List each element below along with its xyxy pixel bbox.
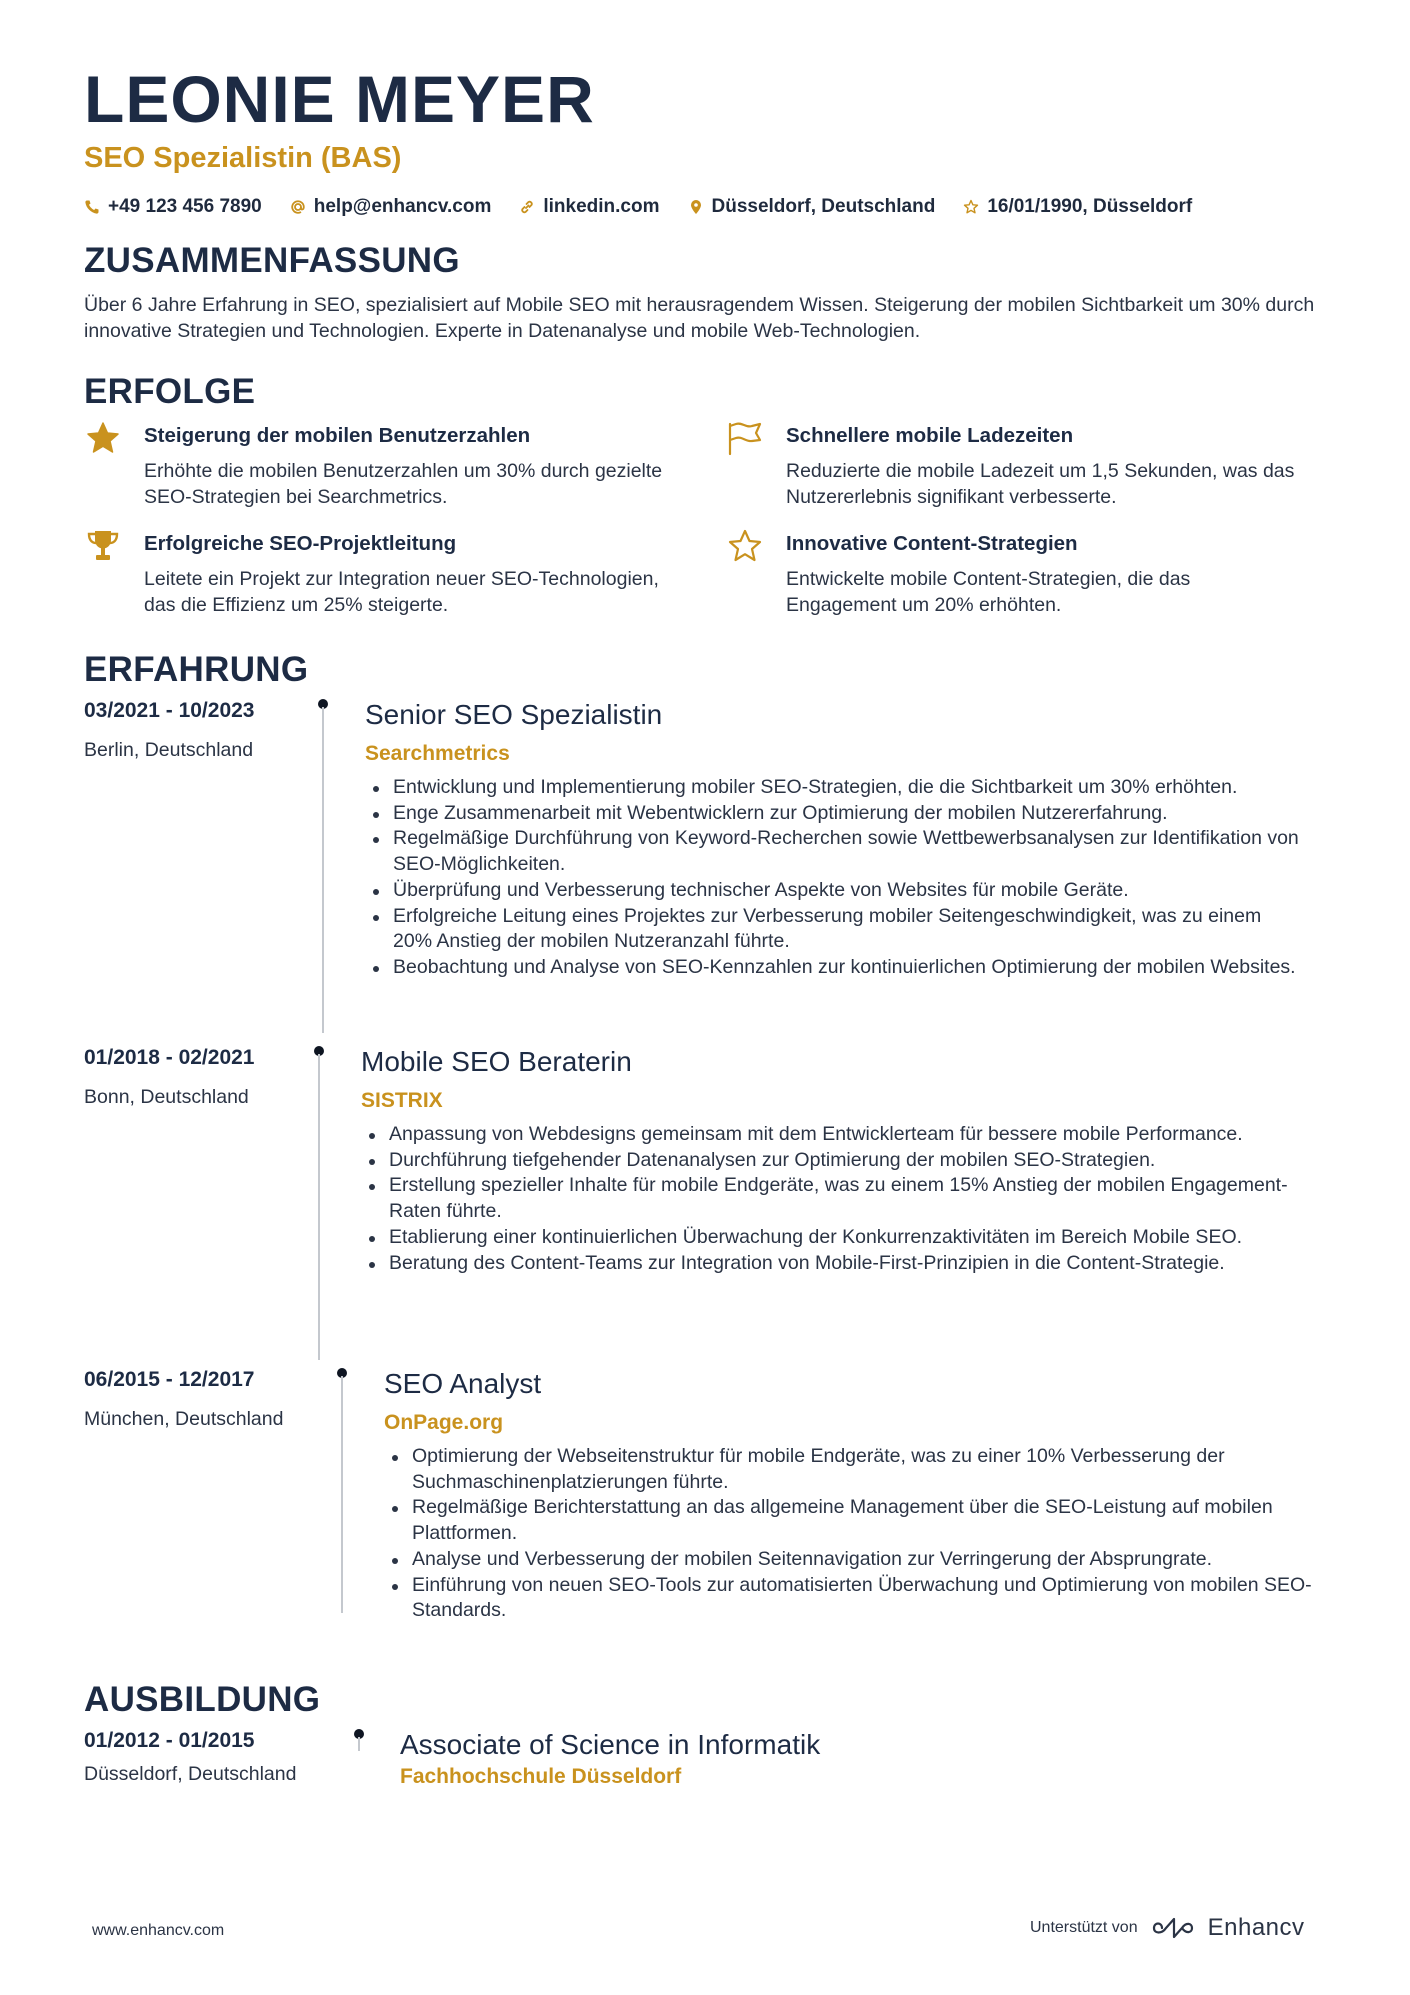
job-bullet: Regelmäßige Berichterstattung an das allgemeine Management über die SEO-Leistung auf mobilen Plattformen. <box>384 1495 1314 1546</box>
education-location: Düsseldorf, Deutschland <box>84 1763 297 1785</box>
job-location: Berlin, Deutschland <box>84 739 254 761</box>
job-dates: 06/2015 - 12/2017 <box>84 1368 255 1391</box>
contact-birth-text: 16/01/1990, Düsseldorf <box>987 196 1193 217</box>
job-bullet: Erstellung spezieller Inhalte für mobile Endgeräte, was zu einem 15% Anstieg der mobilen Engagement-Raten führte. <box>361 1173 1305 1224</box>
job-bullet: Optimierung der Webseitenstruktur für mobile Endgeräte, was zu einer 10% Verbesserung der Suchmaschinenplatzierungen führte. <box>384 1444 1314 1495</box>
experience-heading: ERFAHRUNG <box>84 650 309 689</box>
job-bullets <box>361 1122 1305 1276</box>
job-bullet: Enge Zusammenarbeit mit Webentwicklern zur Optimierung der mobilen Nutzererfahrung. <box>365 801 1305 827</box>
footer-branding[interactable] <box>1030 1914 1305 1942</box>
job-bullet: Beobachtung und Analyse von SEO-Kennzahlen zur kontinuierlichen Optimierung der mobilen Websites. <box>365 955 1305 981</box>
experience-entry <box>84 1046 1330 1366</box>
job-dates: 01/2018 - 02/2021 <box>84 1046 255 1069</box>
candidate-name: LEONIE MEYER <box>84 62 595 136</box>
at-icon <box>290 199 306 215</box>
contact-phone-text: +49 123 456 7890 <box>108 196 262 217</box>
experience-entry <box>84 699 1330 1039</box>
contact-location-text: Düsseldorf, Deutschland <box>711 196 936 217</box>
education-school: Fachhochschule Düsseldorf <box>400 1765 682 1788</box>
job-bullets <box>384 1444 1314 1624</box>
job-company: OnPage.org <box>384 1411 504 1434</box>
location-pin-icon <box>688 199 704 215</box>
education-dates: 01/2012 - 01/2015 <box>84 1729 255 1752</box>
candidate-title: SEO Spezialistin (BAS) <box>84 142 402 174</box>
trophy-icon <box>84 528 122 564</box>
contact-email[interactable] <box>290 196 492 218</box>
job-dates: 03/2021 - 10/2023 <box>84 699 255 722</box>
job-bullet: Erfolgreiche Leitung eines Projektes zur Verbesserung mobiler Seitengeschwindigkeit, was zu einem 20% Anstieg der mobilen Nutzeranzahl führte. <box>365 904 1305 955</box>
summary-heading: ZUSAMMENFASSUNG <box>84 241 460 280</box>
job-role: SEO Analyst <box>384 1368 542 1399</box>
phone-icon <box>84 199 100 215</box>
job-bullet: Etablierung einer kontinuierlichen Überwachung der Konkurrenzaktivitäten im Bereich Mobile SEO. <box>361 1225 1305 1251</box>
education-degree: Associate of Science in Informatik <box>400 1729 821 1760</box>
star-filled-icon <box>84 420 122 456</box>
star-icon <box>963 199 979 215</box>
job-bullet: Einführung von neuen SEO-Tools zur automatisierten Überwachung und Optimierung von mobilen SEO-Standards. <box>384 1573 1314 1624</box>
achievement-title: Erfolgreiche SEO-Projektleitung <box>144 532 457 555</box>
achievement-title: Innovative Content-Strategien <box>786 532 1078 555</box>
footer-brand: Enhancv <box>1207 1914 1305 1941</box>
job-bullet: Analyse und Verbesserung der mobilen Seitennavigation zur Verringerung der Absprungrate. <box>384 1547 1314 1573</box>
achievement-title: Steigerung der mobilen Benutzerzahlen <box>144 424 531 447</box>
education-heading: AUSBILDUNG <box>84 1680 321 1719</box>
star-outline-icon <box>726 528 764 564</box>
achievement-desc: Erhöhte die mobilen Benutzerzahlen um 30% durch gezielte SEO-Strategien bei Searchmetrics. <box>144 460 663 508</box>
job-company: SISTRIX <box>361 1089 443 1112</box>
timeline-line <box>318 1054 320 1360</box>
achievement-desc: Leitete ein Projekt zur Integration neuer SEO-Technologien, das die Effizienz um 25% steigerte. <box>144 568 659 616</box>
enhancv-logo-icon <box>1150 1915 1196 1941</box>
job-bullets <box>365 775 1305 981</box>
job-bullet: Durchführung tiefgehender Datenanalysen zur Optimierung der mobilen SEO-Strategien. <box>361 1148 1305 1174</box>
job-location: Bonn, Deutschland <box>84 1086 249 1108</box>
education-entry <box>84 1729 1330 1809</box>
contact-location <box>688 196 936 218</box>
achievement-title: Schnellere mobile Ladezeiten <box>786 424 1074 447</box>
summary-text: Über 6 Jahre Erfahrung in SEO, spezialisiert auf Mobile SEO mit herausragendem Wissen. Steigerung der mobilen Sichtbarkeit um 30% durch innovative Strategien und Technologien. Experte in Datenanalyse und mobile Web-Technologien. <box>84 294 1315 342</box>
experience-entry <box>84 1368 1330 1668</box>
job-bullet: Regelmäßige Durchführung von Keyword-Recherchen sowie Wettbewerbsanalysen zur Identifikation von SEO-Möglichkeiten. <box>365 826 1305 877</box>
contact-email-text: help@enhancv.com <box>313 196 492 217</box>
achievements-heading: ERFOLGE <box>84 372 256 411</box>
achievement-desc: Reduzierte die mobile Ladezeit um 1,5 Sekunden, was das Nutzererlebnis signifikant verbesserte. <box>786 460 1295 508</box>
contact-linkedin-text: linkedin.com <box>543 196 660 217</box>
job-company: Searchmetrics <box>365 742 510 765</box>
footer-powered-by: Unterstützt von <box>1030 1919 1138 1936</box>
timeline-line <box>341 1376 343 1613</box>
timeline-line <box>322 707 324 1033</box>
contact-linkedin[interactable] <box>519 196 659 218</box>
job-bullet: Überprüfung und Verbesserung technischer Aspekte von Websites für mobile Geräte. <box>365 878 1305 904</box>
job-bullet: Beratung des Content-Teams zur Integration von Mobile-First-Prinzipien in die Content-Strategie. <box>361 1251 1305 1277</box>
achievement-desc: Entwickelte mobile Content-Strategien, die das Engagement um 20% erhöhten. <box>786 568 1191 616</box>
job-bullet: Entwicklung und Implementierung mobiler SEO-Strategien, die die Sichtbarkeit um 30% erhöhten. <box>365 775 1305 801</box>
footer-website[interactable]: www.enhancv.com <box>92 1922 225 1939</box>
job-bullet: Anpassung von Webdesigns gemeinsam mit dem Entwicklerteam für bessere mobile Performance. <box>361 1122 1305 1148</box>
job-role: Senior SEO Spezialistin <box>365 699 663 730</box>
flag-icon <box>726 420 764 456</box>
job-location: München, Deutschland <box>84 1408 284 1430</box>
job-role: Mobile SEO Beraterin <box>361 1046 632 1077</box>
timeline-line <box>358 1737 360 1751</box>
contact-birth <box>963 196 1192 218</box>
contact-phone[interactable] <box>84 196 262 218</box>
link-icon <box>519 199 535 215</box>
contact-bar <box>84 196 1192 218</box>
